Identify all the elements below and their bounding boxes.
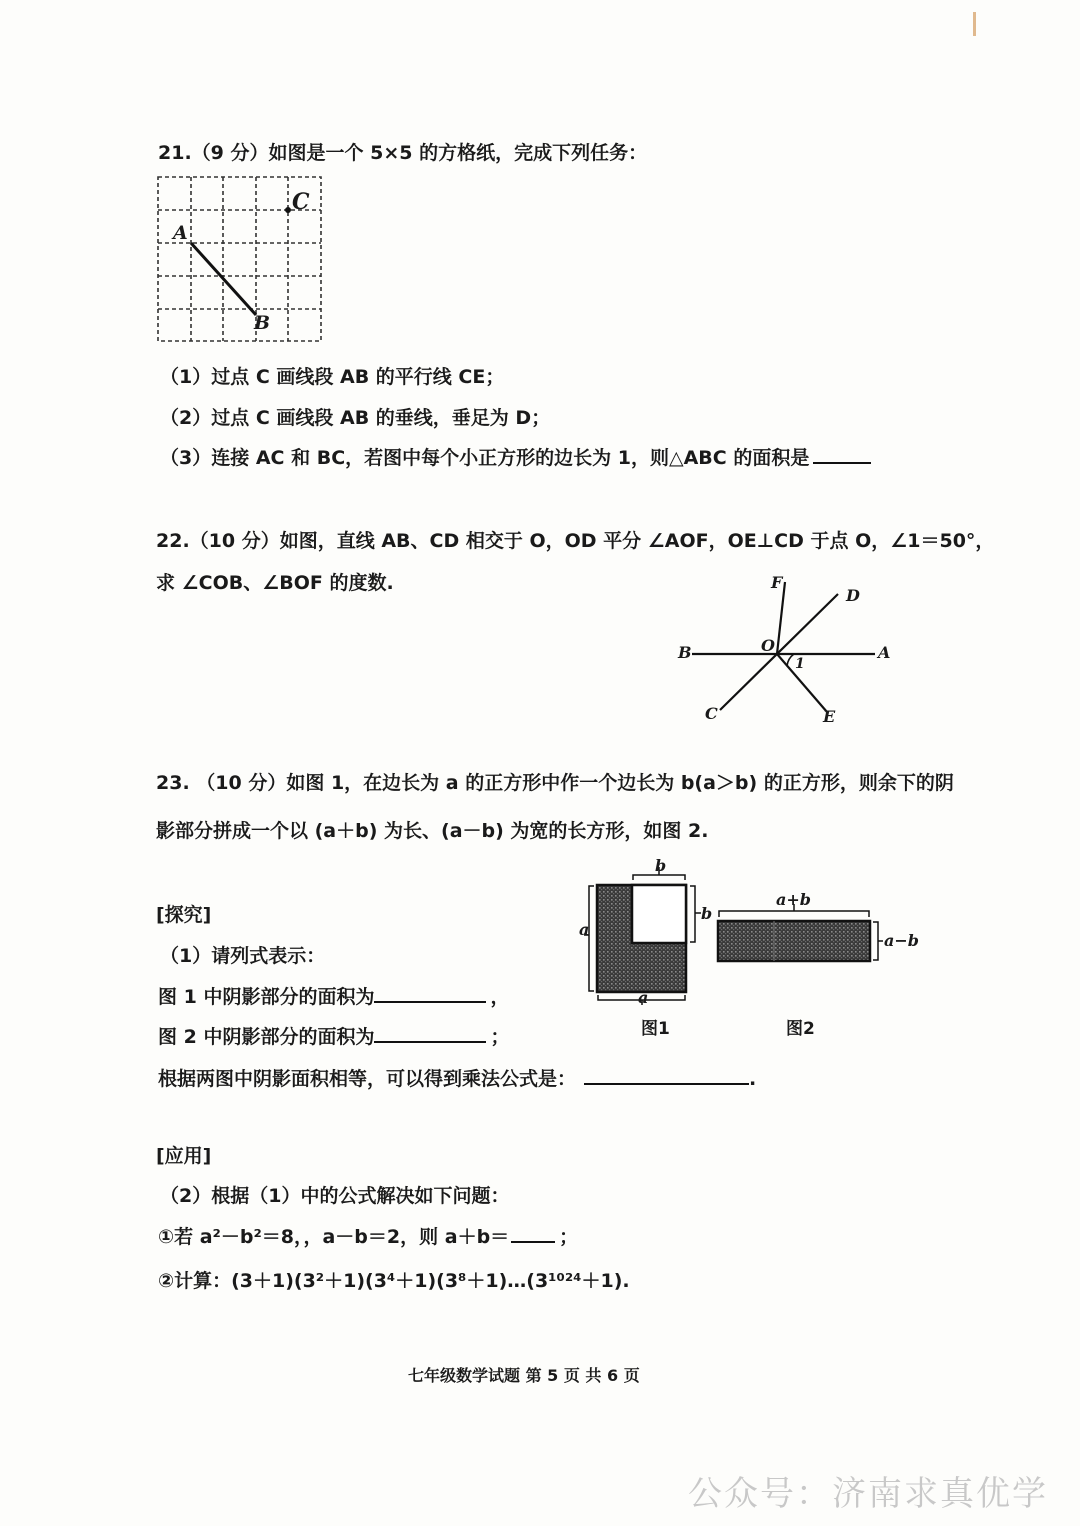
fig1-area-end: ， bbox=[490, 986, 510, 1008]
q21-task1: （1）过点 C 画线段 AB 的平行线 CE； bbox=[160, 366, 505, 388]
angle-1-arc bbox=[787, 654, 794, 666]
q21-header: 21.（9 分）如图是一个 5×5 的方格纸，完成下列任务： bbox=[158, 142, 648, 164]
q22-header: 22.（10 分）如图，直线 AB、CD 相交于 O，OD 平分 ∠AOF，OE⊥CD 于点 O，∠1＝50°， bbox=[156, 530, 995, 552]
label-c: C bbox=[292, 189, 310, 215]
explore-title: [探究] bbox=[156, 904, 212, 926]
fig1-area-blank[interactable] bbox=[374, 987, 486, 1003]
q22-line2: 求 ∠COB、∠BOF 的度数. bbox=[156, 572, 394, 594]
line-cd bbox=[720, 594, 838, 710]
label-d: D bbox=[846, 586, 860, 605]
label-e: E bbox=[823, 707, 836, 726]
q23-header: 23. （10 分）如图 1，在边长为 a 的正方形中作一个边长为 b(a＞b) 的正方形，则余下的阴 bbox=[156, 772, 954, 794]
q23-square-figures bbox=[575, 855, 920, 1015]
label-c-22: C bbox=[705, 704, 718, 723]
fig2-rectangle bbox=[718, 921, 870, 961]
label-f: F bbox=[771, 573, 783, 592]
q21-answer-blank[interactable] bbox=[813, 448, 871, 464]
fig1-area-text: 图 1 中阴影部分的面积为 bbox=[158, 986, 375, 1008]
explore-q1: （1）请列式表示： bbox=[160, 945, 326, 967]
q23-line2: 影部分拼成一个以 (a＋b) 为长、(a－b) 为宽的长方形，如图 2. bbox=[156, 820, 709, 842]
formula-line bbox=[158, 1064, 756, 1091]
label-a-22: A bbox=[878, 643, 891, 662]
fig2-area-blank[interactable] bbox=[374, 1027, 486, 1043]
brace-b-right bbox=[690, 886, 701, 942]
fig1-caption: 图1 bbox=[641, 1019, 670, 1039]
label-b: B bbox=[254, 312, 271, 334]
watermark-text: 公众号：济南求真优学 bbox=[688, 1474, 1048, 1514]
margin-mark bbox=[973, 12, 976, 36]
apply-q2: （2）根据（1）中的公式解决如下问题： bbox=[160, 1185, 510, 1207]
brace-a-minus-b bbox=[873, 922, 883, 960]
fig1-small-square bbox=[632, 885, 686, 943]
fig1-area-line bbox=[158, 982, 509, 1009]
q21-grid-figure bbox=[140, 165, 340, 350]
fig2-area-text: 图 2 中阴影部分的面积为 bbox=[158, 1026, 375, 1048]
fig2-area-end: ； bbox=[490, 1026, 510, 1048]
q21-task2: （2）过点 C 画线段 AB 的垂线，垂足为 D； bbox=[160, 407, 551, 429]
q21-task3-text: （3）连接 AC 和 BC，若图中每个小正方形的边长为 1，则△ABC 的面积是 bbox=[160, 447, 810, 469]
apply-a-blank[interactable] bbox=[511, 1227, 555, 1243]
formula-end: . bbox=[749, 1068, 757, 1090]
label-b-right: b bbox=[701, 904, 713, 923]
label-b-top: b bbox=[655, 856, 667, 875]
formula-text: 根据两图中阴影面积相等，可以得到乘法公式是： bbox=[158, 1068, 577, 1090]
label-a-left: a bbox=[579, 920, 590, 939]
apply-a-line bbox=[158, 1222, 578, 1249]
label-a: A bbox=[173, 222, 188, 244]
formula-blank[interactable] bbox=[584, 1069, 749, 1085]
label-o: O bbox=[761, 636, 775, 655]
label-b-22: B bbox=[678, 643, 692, 662]
label-a-bottom: a bbox=[638, 988, 649, 1007]
ray-of bbox=[777, 582, 785, 654]
fig2-area-line bbox=[158, 1022, 509, 1049]
q21-task3 bbox=[160, 443, 871, 470]
label-a-plus-b: a+b bbox=[776, 890, 811, 909]
label-angle-1: 1 bbox=[795, 656, 805, 672]
apply-b-line: ②计算：(3＋1)(3²＋1)(3⁴＋1)(3⁸＋1)…(3¹⁰²⁴＋1). bbox=[158, 1270, 630, 1292]
fig2-caption: 图2 bbox=[786, 1019, 815, 1039]
label-a-minus-b: a−b bbox=[884, 931, 919, 950]
apply-a-end: ； bbox=[559, 1226, 579, 1248]
point-c bbox=[285, 207, 291, 213]
page-footer: 七年级数学试题 第 5 页 共 6 页 bbox=[408, 1366, 640, 1385]
apply-title: [应用] bbox=[156, 1145, 212, 1167]
apply-a-text: ①若 a²－b²＝8，，a－b＝2，则 a＋b＝ bbox=[158, 1226, 510, 1248]
